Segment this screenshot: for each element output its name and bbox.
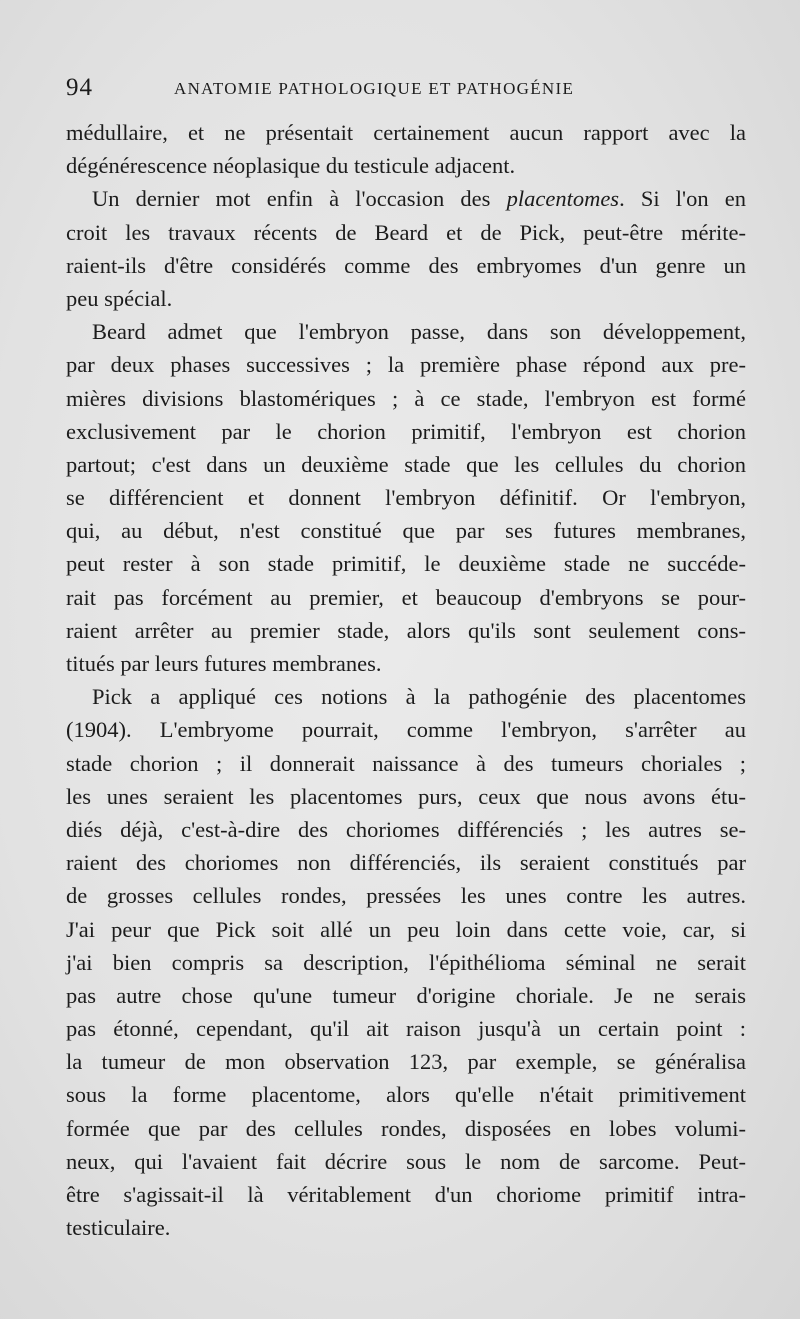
text-line: testiculaire. [66, 1215, 171, 1241]
text-line: se différencient et donnent l'embryon définitif. Or l'embryon, [66, 485, 746, 511]
text-line: Beard admet que l'embryon passe, dans son développement, [92, 319, 746, 345]
text-line-with-italic [66, 182, 746, 215]
text-line: Pick a appliqué ces notions à la pathogénie des placentomes [92, 684, 746, 710]
text-line: raient des choriomes non différenciés, ils seraient constitués par [66, 850, 746, 876]
text-line: mières divisions blastomériques ; à ce stade, l'embryon est formé [66, 385, 746, 411]
text-line: j'ai bien compris sa description, l'épithélioma séminal ne serait [66, 949, 746, 975]
running-head: ANATOMIE PATHOLOGIQUE ET PATHOGÉNIE [174, 79, 575, 98]
text-line: être s'agissait-il là véritablement d'un choriome primitif intra- [66, 1182, 746, 1207]
text-line: partout; c'est dans un deuxième stade que les cellules du chorion [66, 451, 746, 477]
text-line: peut rester à son stade primitif, le deuxième stade ne succéde- [66, 551, 746, 577]
text-line: J'ai peur que Pick soit allé un peu loin dans cette voie, car, si [66, 916, 746, 942]
text-line: titués par leurs futures membranes. [66, 651, 382, 676]
text-line: les unes seraient les placentomes purs, ceux que nous avons étu- [66, 783, 746, 809]
text-line: exclusivement par le chorion primitif, l'embryon est chorion [66, 418, 746, 444]
text-span: Un dernier mot enfin à l'occasion des [92, 186, 507, 212]
italic-term: placentomes [506, 186, 620, 212]
text-line: croit les travaux récents de Beard et de Pick, peut-être mérite- [66, 219, 746, 245]
text-line: de grosses cellules rondes, pressées les unes contre les autres. [66, 883, 746, 909]
text-line: sous la forme placentome, alors qu'elle n'était primitivement [66, 1082, 746, 1108]
text-line: (1904). L'embryome pourrait, comme l'embryon, s'arrêter au [66, 717, 746, 743]
text-line: diés déjà, c'est-à-dire des choriomes différenciés ; les autres se- [66, 816, 746, 842]
text-line: rait pas forcément au premier, et beaucoup d'embryons se pour- [66, 584, 746, 610]
text-line: raient-ils d'être considérés comme des embryomes d'un genre un [66, 252, 746, 278]
text-line: dégénérescence néoplasique du testicule adjacent. [66, 153, 516, 179]
text-line: neux, qui l'avaient fait décrire sous le nom de sarcome. Peut- [66, 1148, 746, 1174]
text-line: pas autre chose qu'une tumeur d'origine choriale. Je ne serais [66, 982, 746, 1008]
text-line: formée que par des cellules rondes, disposées en lobes volumi- [66, 1115, 746, 1141]
body-text [66, 116, 746, 1244]
text-line: pas étonné, cependant, qu'il ait raison jusqu'à un certain point : [66, 1016, 746, 1042]
text-line: médullaire, et ne présentait certainement aucun rapport avec la [66, 120, 746, 145]
text-line: raient arrêter au premier stade, alors qu'ils sont seulement cons- [66, 617, 746, 643]
text-span: . Si l'on en [619, 186, 746, 212]
text-line: qui, au début, n'est constitué que par ses futures membranes, [66, 518, 746, 544]
page-header [66, 74, 746, 104]
text-line: la tumeur de mon observation 123, par exemple, se généralisa [66, 1049, 746, 1075]
text-line: stade chorion ; il donnerait naissance à des tumeurs choriales ; [66, 750, 746, 776]
page-number: 94 [66, 74, 93, 101]
text-line: par deux phases successives ; la première phase répond aux pre- [66, 352, 746, 378]
text-line: peu spécial. [66, 285, 173, 311]
